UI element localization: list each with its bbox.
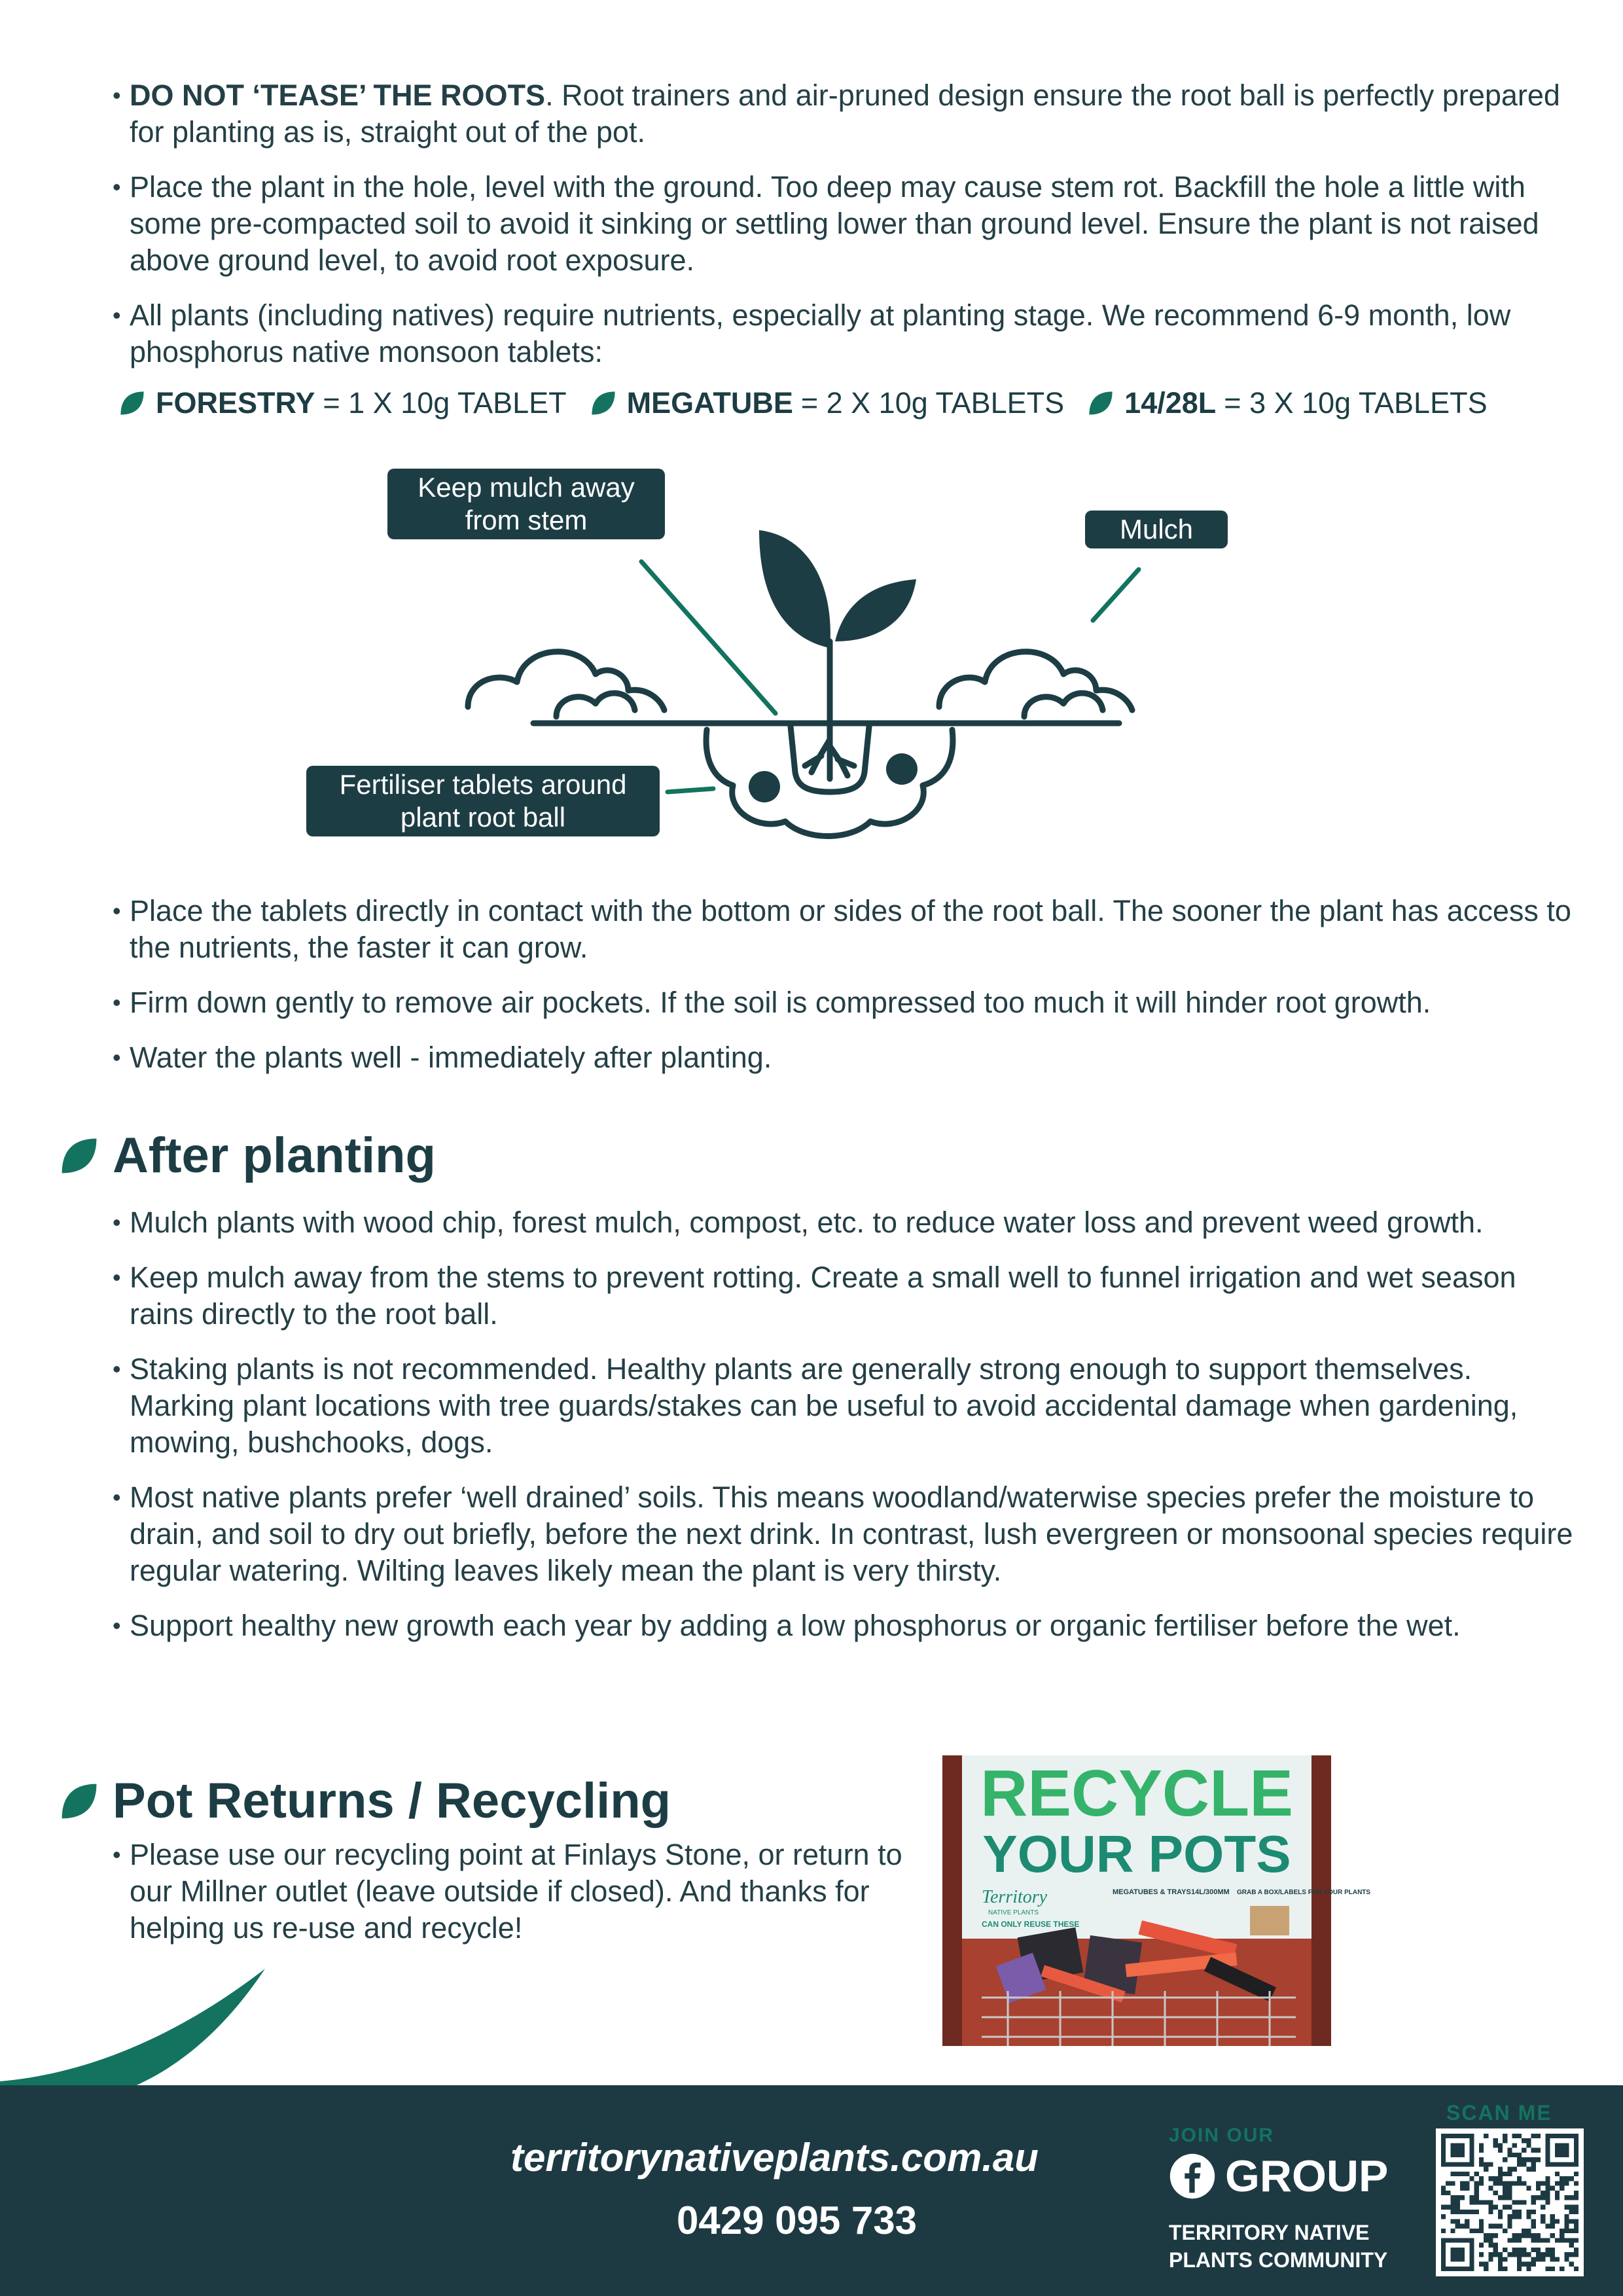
after-planting-list [113, 1204, 1578, 1644]
sign-col3: GRAB A BOX/LABELS FOR YOUR PLANTS [1237, 1889, 1371, 1896]
scan-me-label: SCAN ME [1446, 2101, 1552, 2125]
sign-col1: MEGATUBES & TRAYS [1113, 1888, 1191, 1896]
sign-col2: 14L/300MM [1191, 1888, 1230, 1896]
pot-returns-paragraph: • Please use our recycling point at Finlays Stone, or return to our Millner outlet (leave outside if closed). And thanks for helping us re-use and recycle! [113, 1837, 937, 1946]
list-item: • Staking plants is not recommended. Healthy plants are generally strong enough to support themselves. Marking plant locations with tree guards/stakes can be useful to avoid accidental damage when gardening, mowing, bushchooks, dogs. [113, 1351, 1578, 1461]
step-place-tablets: • Place the tablets directly in contact with the bottom or sides of the root ball. The sooner the plant has access to the nutrients, the faster it can grow. [113, 893, 1578, 966]
website-link[interactable]: territorynativeplants.com.au [510, 2136, 1039, 2179]
facebook-group-link[interactable] [1169, 2151, 1388, 2202]
recycle-sign-illustration [942, 1755, 1371, 2046]
join-our-label: JOIN OUR [1169, 2125, 1275, 2146]
step-water-plants: • Water the plants well - immediately after planting. [113, 1039, 1578, 1076]
qr-code-graphic [1441, 2134, 1578, 2271]
tablet-14-28l: 14/28L = 3 X 10g TABLETS [1086, 386, 1487, 420]
sign-line1: RECYCLE [980, 1757, 1293, 1830]
footer [0, 2085, 1623, 2296]
sign-brand-sub: NATIVE PLANTS [988, 1909, 1039, 1916]
planting-diagram [301, 465, 1217, 864]
post-diagram-steps [113, 893, 1578, 1076]
leaf-icon [58, 1134, 101, 1177]
tablet-dosage-row [118, 386, 1510, 420]
list-item: • Support healthy new growth each year by adding a low phosphorus or organic fertiliser before the wet. [113, 1607, 1578, 1644]
leaf-icon [118, 389, 147, 418]
step-nutrients: • All plants (including natives) require nutrients, especially at planting stage. We recommend 6-9 month, low phosphorus native monsoon tablets: [113, 297, 1578, 370]
sign-brand: Territory [982, 1887, 1048, 1907]
group-label: GROUP [1225, 2151, 1389, 2201]
after-planting-heading: After planting [58, 1127, 436, 1184]
qr-code[interactable] [1436, 2128, 1584, 2276]
callout-fertiliser-tablets: Fertiliser tablets around plant root ball [306, 766, 660, 836]
leaf-icon [1086, 389, 1115, 418]
phone-number[interactable]: 0429 095 733 [677, 2198, 918, 2242]
step-tease-roots: • DO NOT ‘TEASE’ THE ROOTS. Root trainers and air-pruned design ensure the root ball is perfectly prepared for planting as is, straight out of the pot. [113, 77, 1578, 151]
callout-mulch: Mulch [1085, 511, 1228, 548]
pot-returns-text [113, 1837, 937, 1946]
list-item: • Mulch plants with wood chip, forest mulch, compost, etc. to reduce water loss and prevent weed growth. [113, 1204, 1578, 1241]
step-place-plant: • Place the plant in the hole, level with the ground. Too deep may cause stem rot. Backfill the hole a little with some pre-compacted soil to avoid it sinking or settling lower than ground level. Ensure the plant is not raised above ground level, to avoid root exposure. [113, 169, 1578, 279]
tablet-forestry: FORESTRY = 1 X 10g TABLET [118, 386, 567, 420]
recycle-pots-photo [942, 1755, 1371, 2046]
facebook-icon [1169, 2153, 1216, 2200]
pot-returns-heading: Pot Returns / Recycling [58, 1772, 671, 1829]
list-item: • Most native plants prefer ‘well drained’ soils. This means woodland/waterwise species prefer the moisture to drain, and soil to dry out briefly, before the next drink. In contrast, lush evergreen or monsoonal species require regular watering. Wilting leaves likely mean the plant is very thirsty. [113, 1479, 1578, 1589]
step-firm-down: • Firm down gently to remove air pockets. If the soil is compressed too much it will hinder root growth. [113, 984, 1578, 1021]
callout-keep-mulch-away: Keep mulch away from stem [387, 469, 665, 539]
sign-note: CAN ONLY REUSE THESE [982, 1920, 1080, 1929]
community-name: TERRITORY NATIVE PLANTS COMMUNITY [1169, 2221, 1388, 2272]
tablet-megatube: MEGATUBE = 2 X 10g TABLETS [589, 386, 1065, 420]
leaf-icon [589, 389, 618, 418]
planting-steps [113, 77, 1578, 370]
sign-line2: YOUR POTS [982, 1825, 1291, 1883]
list-item: • Keep mulch away from the stems to prevent rotting. Create a small well to funnel irrigation and wet season rains directly to the root ball. [113, 1259, 1578, 1333]
leaf-icon [58, 1780, 101, 1823]
